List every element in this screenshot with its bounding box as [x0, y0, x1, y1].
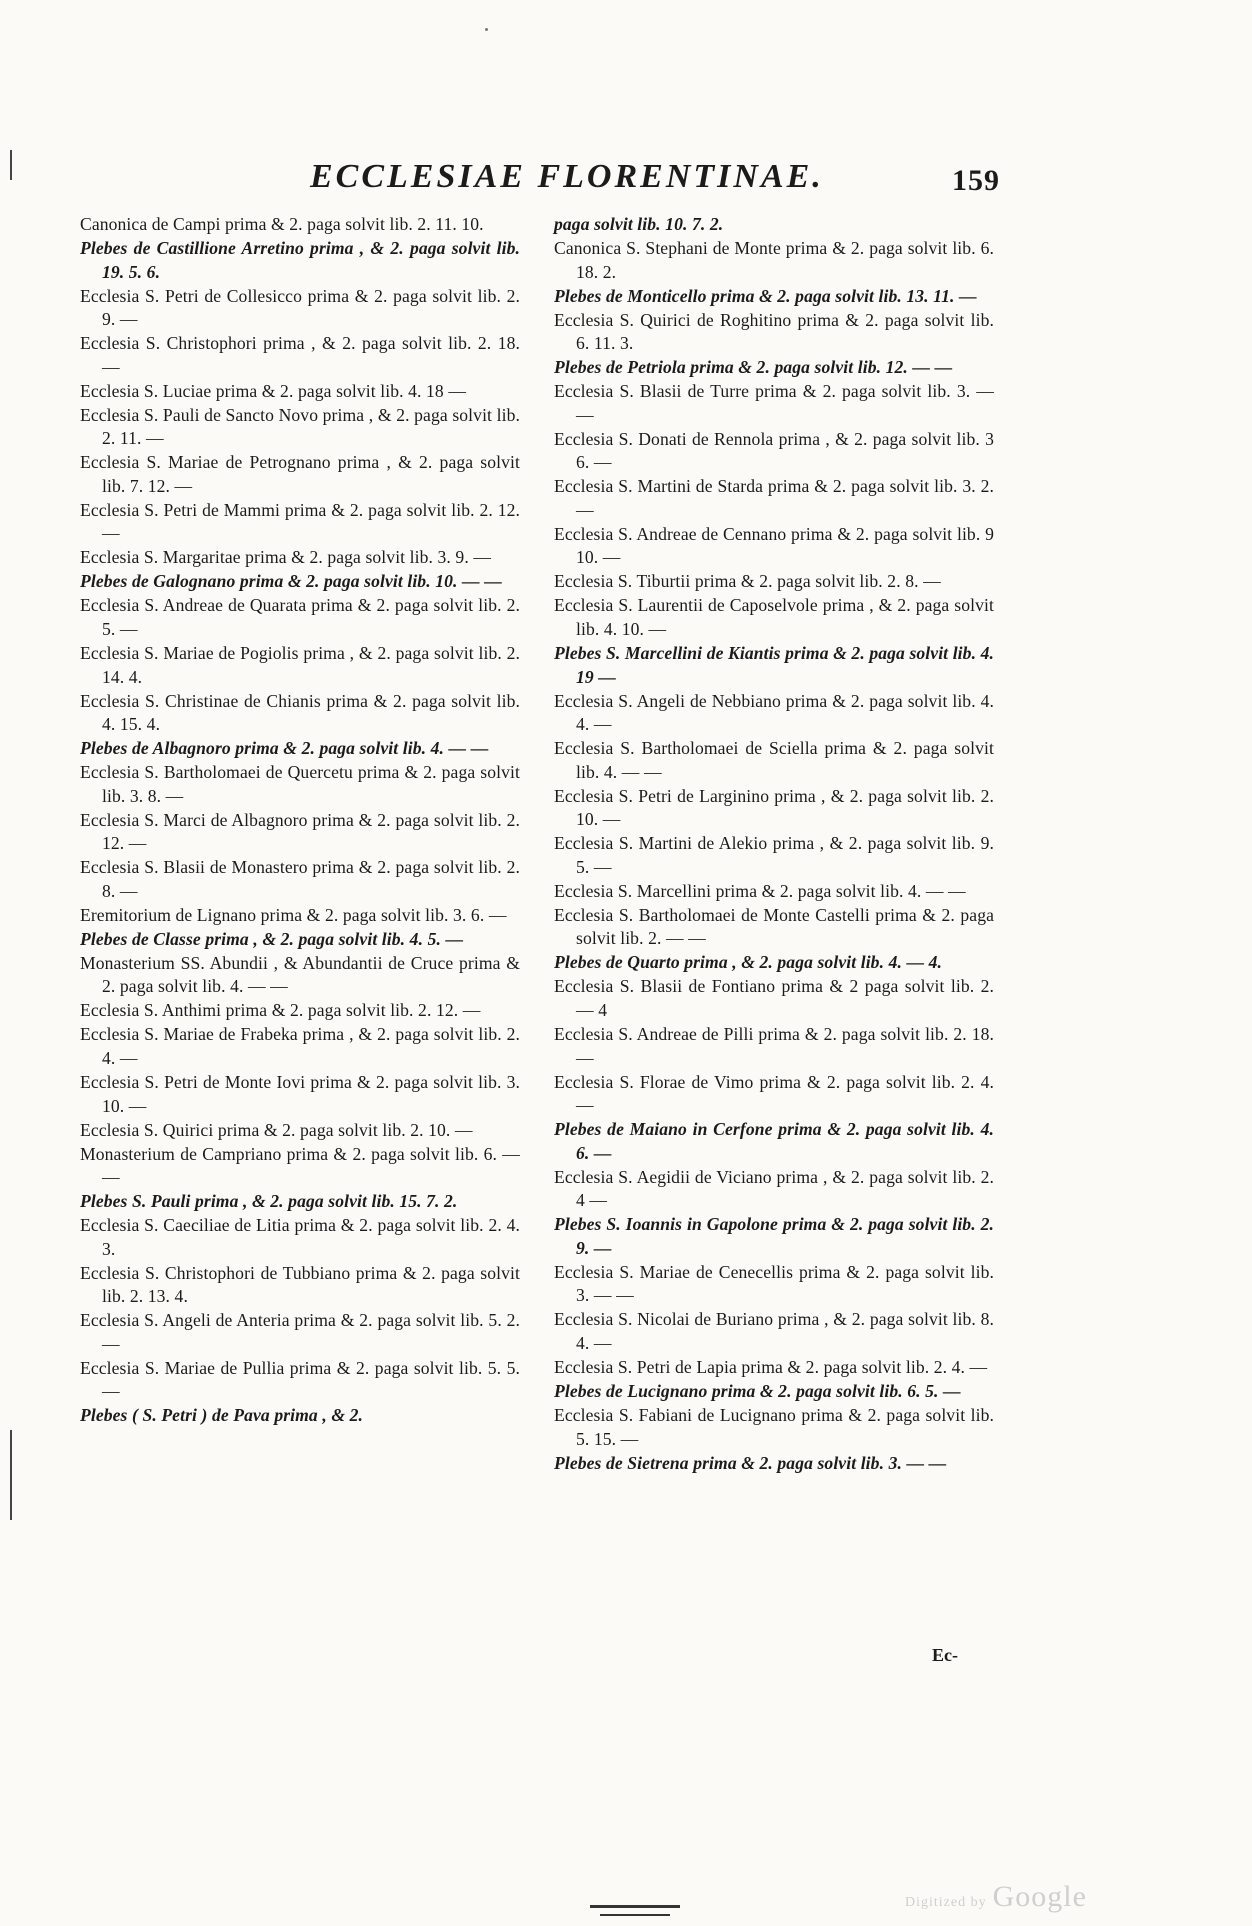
right-column-entry: Canonica S. Stephani de Monte prima & 2. paga solvit lib. 6. 18. 2. [554, 237, 994, 282]
right-column-entry: Plebes de Sietrena prima & 2. paga solvit lib. 3. — — [554, 1452, 947, 1473]
right-column-entry: Plebes de Lucignano prima & 2. paga solvit lib. 6. 5. — [554, 1381, 961, 1402]
left-column-entry: Ecclesia S. Petri de Monte Iovi prima & 2. paga solvit lib. 3. 10. — [80, 1071, 520, 1116]
bottom-rule-short [600, 1914, 670, 1916]
right-column-entry: Ecclesia S. Petri de Larginino prima , & 2. paga solvit lib. 2. 10. — [554, 785, 994, 830]
digitized-watermark [905, 1880, 1087, 1914]
left-column-entry: Monasterium SS. Abundii , & Abundantii de Cruce prima & 2. paga solvit lib. 4. — — [80, 952, 520, 997]
left-column-entry: Ecclesia S. Petri de Collesicco prima & 2. paga solvit lib. 2. 9. — [80, 285, 520, 330]
right-column-entry: Plebes de Monticello prima & 2. paga solvit lib. 13. 11. — [554, 285, 977, 306]
left-column-entry: Ecclesia S. Blasii de Monastero prima & 2. paga solvit lib. 2. 8. — [80, 857, 520, 901]
left-column-entry: Eremitorium de Lignano prima & 2. paga solvit lib. 3. 6. — [80, 904, 507, 925]
left-column-entry: Ecclesia S. Andreae de Quarata prima & 2. paga solvit lib. 2. 5. — [80, 595, 520, 639]
margin-rule-lower [10, 1430, 12, 1520]
right-column-entry: Ecclesia S. Fabiani de Lucignano prima & 2. paga solvit lib. 5. 15. — [554, 1405, 994, 1449]
left-column-entry: Ecclesia S. Marci de Albagnoro prima & 2. paga solvit lib. 2. 12. — [80, 809, 520, 854]
watermark-brand: Google [992, 1880, 1087, 1913]
left-column-entry: Plebes ( S. Petri ) de Pava prima , & 2. [80, 1405, 364, 1426]
right-column-entry: Ecclesia S. Blasii de Fontiano prima & 2 paga solvit lib. 2. — 4 [554, 976, 994, 1021]
margin-rule-upper [10, 150, 12, 180]
left-column-entry: Ecclesia S. Pauli de Sancto Novo prima , & 2. paga solvit lib. 2. 11. — [80, 404, 520, 449]
left-column-entry: Monasterium de Campriano prima & 2. paga solvit lib. 6. — — [80, 1143, 520, 1188]
right-column-entry: Ecclesia S. Florae de Vimo prima & 2. paga solvit lib. 2. 4. — [554, 1071, 994, 1116]
left-column-entry: Ecclesia S. Quirici prima & 2. paga solvit lib. 2. 10. — [80, 1119, 473, 1140]
right-column-entry: Ecclesia S. Blasii de Turre prima & 2. paga solvit lib. 3. — — [554, 381, 994, 425]
right-column-entry: Plebes S. Ioannis in Gapolone prima & 2. paga solvit lib. 2. 9. — [554, 1214, 994, 1258]
left-column-entry: Ecclesia S. Petri de Mammi prima & 2. paga solvit lib. 2. 12. — [80, 499, 520, 544]
right-column-entry: Ecclesia S. Donati de Rennola prima , & 2. paga solvit lib. 3 6. — [554, 428, 994, 473]
left-column-entry: Ecclesia S. Angeli de Anteria prima & 2. paga solvit lib. 5. 2. — [80, 1310, 520, 1354]
left-column-entry: Ecclesia S. Christophori de Tubbiano prima & 2. paga solvit lib. 2. 13. 4. [80, 1262, 520, 1307]
left-column [80, 213, 520, 1428]
left-column-entry: Ecclesia S. Luciae prima & 2. paga solvit lib. 4. 18 — [80, 380, 467, 401]
right-column-entry: Ecclesia S. Andreae de Pilli prima & 2. paga solvit lib. 2. 18. — [554, 1024, 994, 1068]
right-column-entry: Ecclesia S. Mariae de Cenecellis prima & 2. paga solvit lib. 3. — — [554, 1261, 994, 1306]
left-column-entry: Plebes de Castillione Arretino prima , & 2. paga solvit lib. 19. 5. 6. [80, 237, 520, 282]
left-column-entry: Ecclesia S. Caeciliae de Litia prima & 2. paga solvit lib. 2. 4. 3. [80, 1215, 520, 1259]
page-header [300, 158, 1020, 208]
right-column-entry: Ecclesia S. Bartholomaei de Sciella prima & 2. paga solvit lib. 4. — — [554, 738, 994, 782]
page-number: 159 [952, 164, 1000, 197]
right-column [554, 213, 994, 1476]
right-column-entry: Ecclesia S. Bartholomaei de Monte Castelli prima & 2. paga solvit lib. 2. — — [554, 904, 994, 949]
running-title: ECCLESIAE FLORENTINAE. [310, 158, 824, 195]
left-column-entry: Canonica de Campi prima & 2. paga solvit lib. 2. 11. 10. [80, 214, 484, 234]
right-column-entry: Ecclesia S. Nicolai de Buriano prima , & 2. paga solvit lib. 8. 4. — [554, 1309, 994, 1354]
left-column-entry: Plebes S. Pauli prima , & 2. paga solvit lib. 15. 7. 2. [80, 1191, 458, 1212]
right-column-entry: Plebes de Quarto prima , & 2. paga solvit lib. 4. — 4. [554, 952, 943, 973]
right-column-entry: Ecclesia S. Aegidii de Viciano prima , & 2. paga solvit lib. 2. 4 — [554, 1166, 994, 1211]
bottom-rule [590, 1905, 680, 1908]
left-column-entry: Plebes de Albagnoro prima & 2. paga solvit lib. 4. — — [80, 738, 489, 759]
right-column-entry: paga solvit lib. 10. 7. 2. [554, 214, 724, 234]
right-column-entry: Ecclesia S. Martini de Starda prima & 2. paga solvit lib. 3. 2. — [554, 476, 994, 520]
right-column-entry: Ecclesia S. Laurentii de Caposelvole prima , & 2. paga solvit lib. 4. 10. — [554, 595, 994, 639]
left-column-entry: Plebes de Classe prima , & 2. paga solvit lib. 4. 5. — [80, 928, 464, 949]
right-column-entry: Plebes de Maiano in Cerfone prima & 2. paga solvit lib. 4. 6. — [554, 1119, 994, 1163]
right-column-entry: Plebes S. Marcellini de Kiantis prima & 2. paga solvit lib. 4. 19 — [554, 642, 994, 687]
left-column-entry: Ecclesia S. Margaritae prima & 2. paga solvit lib. 3. 9. — [80, 547, 492, 568]
right-column-entry: Ecclesia S. Tiburtii prima & 2. paga solvit lib. 2. 8. — [554, 571, 941, 592]
right-column-entry: Ecclesia S. Marcellini prima & 2. paga solvit lib. 4. — — [554, 880, 966, 901]
left-column-entry: Ecclesia S. Christinae de Chianis prima & 2. paga solvit lib. 4. 15. 4. [80, 690, 520, 735]
left-column-entry: Ecclesia S. Anthimi prima & 2. paga solvit lib. 2. 12. — [80, 1000, 481, 1021]
right-column-entry: Ecclesia S. Quirici de Roghitino prima & 2. paga solvit lib. 6. 11. 3. [554, 309, 994, 354]
right-column-entry: Ecclesia S. Petri de Lapia prima & 2. paga solvit lib. 2. 4. — [554, 1357, 988, 1378]
top-speck [485, 28, 488, 31]
left-column-entry: Ecclesia S. Mariae de Pogiolis prima , & 2. paga solvit lib. 2. 14. 4. [80, 642, 520, 687]
left-column-entry: Plebes de Galognano prima & 2. paga solvit lib. 10. — — [80, 571, 502, 592]
left-column-entry: Ecclesia S. Mariae de Pullia prima & 2. paga solvit lib. 5. 5. — [80, 1357, 520, 1402]
left-column-entry: Ecclesia S. Bartholomaei de Quercetu prima & 2. paga solvit lib. 3. 8. — [80, 762, 520, 806]
watermark-prefix: Digitized by [905, 1895, 987, 1910]
left-column-entry: Ecclesia S. Mariae de Frabeka prima , & 2. paga solvit lib. 2. 4. — [80, 1024, 520, 1068]
right-column-entry: Ecclesia S. Andreae de Cennano prima & 2. paga solvit lib. 9 10. — [554, 523, 994, 568]
right-column-entry: Ecclesia S. Martini de Alekio prima , & 2. paga solvit lib. 9. 5. — [554, 833, 994, 877]
right-column-entry: Ecclesia S. Angeli de Nebbiano prima & 2. paga solvit lib. 4. 4. — [554, 690, 994, 735]
catchword: Ec- [932, 1645, 958, 1665]
left-column-entry: Ecclesia S. Mariae de Petrognano prima , & 2. paga solvit lib. 7. 12. — [80, 452, 520, 496]
right-column-entry: Plebes de Petriola prima & 2. paga solvit lib. 12. — — [554, 357, 953, 378]
left-column-entry: Ecclesia S. Christophori prima , & 2. paga solvit lib. 2. 18. — [80, 333, 520, 377]
